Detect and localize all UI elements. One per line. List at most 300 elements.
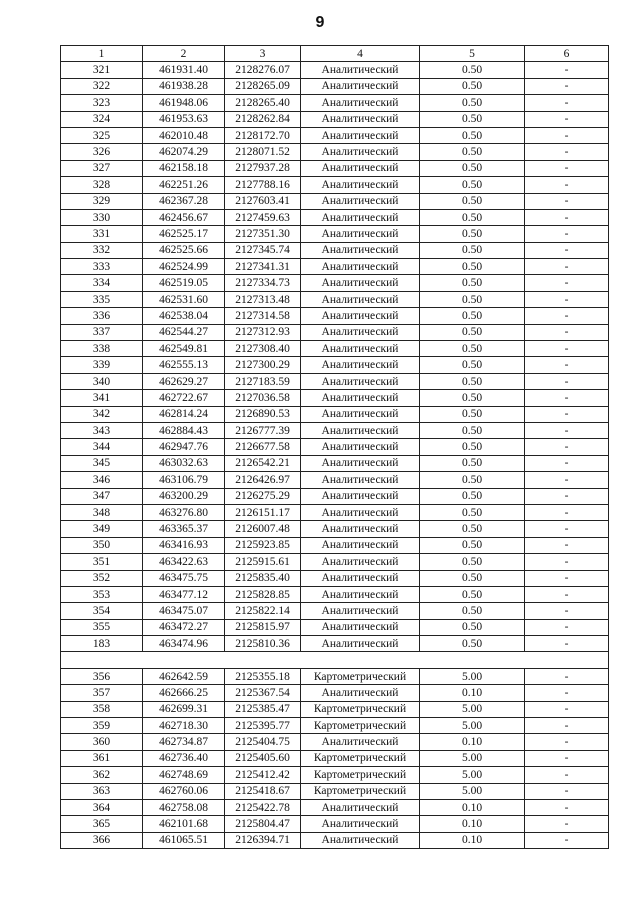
table-row: [61, 259, 609, 275]
table-cell: 462456.67: [143, 209, 225, 225]
table-row: [61, 275, 609, 291]
table-cell: 2125395.77: [225, 718, 301, 734]
table-cell: Аналитический: [301, 390, 420, 406]
table-cell: 0.50: [420, 177, 525, 193]
table-cell: 2127459.63: [225, 209, 301, 225]
table-cell: -: [525, 406, 609, 422]
table-cell: 0.50: [420, 455, 525, 471]
table-cell: 5.00: [420, 783, 525, 799]
table-cell: 2125355.18: [225, 668, 301, 684]
table-row: [61, 832, 609, 848]
table-cell: 2128265.09: [225, 78, 301, 94]
table-cell: 0.50: [420, 341, 525, 357]
table-cell: 361: [61, 750, 143, 766]
table-cell: 2125835.40: [225, 570, 301, 586]
table-cell: 0.50: [420, 226, 525, 242]
table-row: [61, 701, 609, 717]
table-cell: Аналитический: [301, 603, 420, 619]
table-cell: 2127341.31: [225, 259, 301, 275]
table-cell: 0.50: [420, 406, 525, 422]
table-cell: 342: [61, 406, 143, 422]
table-cell: 462718.30: [143, 718, 225, 734]
table-cell: Аналитический: [301, 209, 420, 225]
table-row: [61, 504, 609, 520]
table-header: [61, 46, 609, 62]
coordinates-table: [60, 45, 609, 849]
table-cell: 0.50: [420, 603, 525, 619]
table-cell: 2125405.60: [225, 750, 301, 766]
table-cell: Аналитический: [301, 259, 420, 275]
table-row: [61, 570, 609, 586]
table-cell: -: [525, 783, 609, 799]
table-cell: Аналитический: [301, 242, 420, 258]
table-row: [61, 652, 609, 668]
table-cell: -: [525, 718, 609, 734]
table-cell: -: [525, 554, 609, 570]
table-row: [61, 226, 609, 242]
table-row: [61, 537, 609, 553]
table-cell: -: [525, 62, 609, 78]
table-cell: -: [525, 127, 609, 143]
table-cell: 2125385.47: [225, 701, 301, 717]
table-cell: 2126426.97: [225, 472, 301, 488]
table-cell: 2125810.36: [225, 636, 301, 652]
table-cell: -: [525, 799, 609, 815]
table-cell: -: [525, 832, 609, 848]
header-row: [61, 46, 609, 62]
table-cell: Аналитический: [301, 357, 420, 373]
table-cell: -: [525, 455, 609, 471]
table-cell: -: [525, 160, 609, 176]
table-cell: 0.50: [420, 259, 525, 275]
table-cell: 359: [61, 718, 143, 734]
table-cell: 2126890.53: [225, 406, 301, 422]
table-cell: 461065.51: [143, 832, 225, 848]
table-row: [61, 291, 609, 307]
table-cell: 0.50: [420, 570, 525, 586]
table-cell: -: [525, 701, 609, 717]
table-cell: -: [525, 144, 609, 160]
table-cell: Аналитический: [301, 324, 420, 340]
table-cell: Аналитический: [301, 619, 420, 635]
table-cell: 331: [61, 226, 143, 242]
table-cell: 0.50: [420, 488, 525, 504]
table-cell: 463477.12: [143, 586, 225, 602]
table-cell: 462758.08: [143, 799, 225, 815]
table-cell: -: [525, 95, 609, 111]
table-cell: 463276.80: [143, 504, 225, 520]
table-cell: 328: [61, 177, 143, 193]
table-cell: -: [525, 177, 609, 193]
table-cell: 463422.63: [143, 554, 225, 570]
table-cell: 0.50: [420, 308, 525, 324]
table-cell: 2127351.30: [225, 226, 301, 242]
table-cell: Аналитический: [301, 62, 420, 78]
table-cell: -: [525, 78, 609, 94]
table-row: [61, 422, 609, 438]
table-cell: 0.50: [420, 62, 525, 78]
table-cell: 2128172.70: [225, 127, 301, 143]
table-cell: 462666.25: [143, 685, 225, 701]
table-cell: 462734.87: [143, 734, 225, 750]
table-cell: 0.50: [420, 95, 525, 111]
table-row: [61, 783, 609, 799]
table-cell: Аналитический: [301, 537, 420, 553]
table-cell: 336: [61, 308, 143, 324]
table-cell: -: [525, 226, 609, 242]
table-cell: Аналитический: [301, 226, 420, 242]
table-cell: -: [525, 816, 609, 832]
table-cell: 358: [61, 701, 143, 717]
table-cell: -: [525, 259, 609, 275]
table-cell: -: [525, 685, 609, 701]
table-cell: 354: [61, 603, 143, 619]
table-cell: Аналитический: [301, 111, 420, 127]
table-cell: 2125412.42: [225, 767, 301, 783]
table-cell: 2127334.73: [225, 275, 301, 291]
table-cell: 2127603.41: [225, 193, 301, 209]
table-cell: 351: [61, 554, 143, 570]
table-cell: 462251.26: [143, 177, 225, 193]
table-cell: 463416.93: [143, 537, 225, 553]
table-row: [61, 488, 609, 504]
table-cell: 0.50: [420, 619, 525, 635]
table-cell: Картометрический: [301, 783, 420, 799]
table-cell: Картометрический: [301, 718, 420, 734]
table-cell: 2127308.40: [225, 341, 301, 357]
table-row: [61, 357, 609, 373]
table-cell: 5.00: [420, 718, 525, 734]
table-cell: -: [525, 373, 609, 389]
table-cell: -: [525, 603, 609, 619]
table-cell: -: [525, 308, 609, 324]
table-row: [61, 718, 609, 734]
table-cell: 0.50: [420, 586, 525, 602]
table-cell: 461953.63: [143, 111, 225, 127]
table-cell: 338: [61, 341, 143, 357]
table-cell: [420, 652, 525, 668]
table-cell: 340: [61, 373, 143, 389]
table-row: [61, 160, 609, 176]
table-cell: 348: [61, 504, 143, 520]
table-cell: 463032.63: [143, 455, 225, 471]
table-cell: -: [525, 291, 609, 307]
table-cell: -: [525, 537, 609, 553]
table-cell: 2126275.29: [225, 488, 301, 504]
table-cell: 0.50: [420, 521, 525, 537]
table-cell: -: [525, 734, 609, 750]
table-row: [61, 554, 609, 570]
header-cell: 5: [420, 46, 525, 62]
table-row: [61, 439, 609, 455]
table-cell: 324: [61, 111, 143, 127]
table-cell: 0.50: [420, 242, 525, 258]
header-cell: 3: [225, 46, 301, 62]
table-cell: 462760.06: [143, 783, 225, 799]
table-cell: -: [525, 668, 609, 684]
table-row: [61, 816, 609, 832]
table-cell: -: [525, 193, 609, 209]
table-cell: 463365.37: [143, 521, 225, 537]
table-cell: 462884.43: [143, 422, 225, 438]
table-cell: 462699.31: [143, 701, 225, 717]
table-cell: 352: [61, 570, 143, 586]
table-cell: -: [525, 504, 609, 520]
table-row: [61, 324, 609, 340]
table-cell: Аналитический: [301, 127, 420, 143]
table-cell: 350: [61, 537, 143, 553]
table-row: [61, 603, 609, 619]
table-cell: Аналитический: [301, 439, 420, 455]
table-row: [61, 799, 609, 815]
table-cell: 325: [61, 127, 143, 143]
table-row: [61, 636, 609, 652]
table-cell: 341: [61, 390, 143, 406]
table-cell: -: [525, 570, 609, 586]
table-row: [61, 455, 609, 471]
table-cell: -: [525, 488, 609, 504]
table-cell: -: [525, 209, 609, 225]
table-cell: 2126542.21: [225, 455, 301, 471]
table-cell: -: [525, 767, 609, 783]
table-cell: 2125404.75: [225, 734, 301, 750]
table-cell: -: [525, 619, 609, 635]
table-cell: -: [525, 636, 609, 652]
table-cell: 330: [61, 209, 143, 225]
table-cell: 362: [61, 767, 143, 783]
table-cell: 2125815.97: [225, 619, 301, 635]
table-cell: 0.50: [420, 537, 525, 553]
table-cell: 0.50: [420, 390, 525, 406]
table-cell: 0.10: [420, 685, 525, 701]
table-row: [61, 767, 609, 783]
table-cell: 2127314.58: [225, 308, 301, 324]
table-cell: 2125915.61: [225, 554, 301, 570]
table-cell: 0.50: [420, 357, 525, 373]
table-cell: 346: [61, 472, 143, 488]
table-cell: 0.50: [420, 291, 525, 307]
table-cell: Аналитический: [301, 373, 420, 389]
table-cell: 2125418.67: [225, 783, 301, 799]
table-cell: 2127300.29: [225, 357, 301, 373]
table-cell: Аналитический: [301, 554, 420, 570]
table-cell: -: [525, 275, 609, 291]
table-cell: Аналитический: [301, 422, 420, 438]
table-cell: Аналитический: [301, 78, 420, 94]
table-row: [61, 177, 609, 193]
table-row: [61, 209, 609, 225]
header-cell: 4: [301, 46, 420, 62]
table-row: [61, 242, 609, 258]
table-cell: 462629.27: [143, 373, 225, 389]
table-cell: -: [525, 341, 609, 357]
table-cell: 462736.40: [143, 750, 225, 766]
table-cell: Аналитический: [301, 291, 420, 307]
table-cell: -: [525, 472, 609, 488]
table-cell: 462748.69: [143, 767, 225, 783]
table-cell: -: [525, 750, 609, 766]
table-cell: Аналитический: [301, 636, 420, 652]
table-cell: 463106.79: [143, 472, 225, 488]
table-cell: -: [525, 422, 609, 438]
table-row: [61, 734, 609, 750]
table-cell: 2127312.93: [225, 324, 301, 340]
header-cell: 2: [143, 46, 225, 62]
table-cell: 2128276.07: [225, 62, 301, 78]
table-cell: -: [525, 324, 609, 340]
table-cell: Аналитический: [301, 160, 420, 176]
table-row: [61, 62, 609, 78]
table-cell: 5.00: [420, 767, 525, 783]
table-cell: 329: [61, 193, 143, 209]
table-row: [61, 668, 609, 684]
table-cell: 0.50: [420, 209, 525, 225]
table-cell: 321: [61, 62, 143, 78]
table-cell: Картометрический: [301, 767, 420, 783]
table-cell: 463475.07: [143, 603, 225, 619]
table-cell: 462544.27: [143, 324, 225, 340]
table-cell: 2127036.58: [225, 390, 301, 406]
table-cell: 326: [61, 144, 143, 160]
table-cell: -: [525, 242, 609, 258]
table-cell: Картометрический: [301, 668, 420, 684]
table-cell: 2125804.47: [225, 816, 301, 832]
table-cell: 357: [61, 685, 143, 701]
table-cell: 462531.60: [143, 291, 225, 307]
table-cell: 0.50: [420, 472, 525, 488]
table-cell: Аналитический: [301, 570, 420, 586]
table-cell: 463475.75: [143, 570, 225, 586]
table-cell: [301, 652, 420, 668]
table-cell: 366: [61, 832, 143, 848]
table-cell: 0.50: [420, 160, 525, 176]
table-cell: 0.10: [420, 734, 525, 750]
table-cell: [143, 652, 225, 668]
page-number: 9: [315, 14, 325, 31]
table-cell: 0.10: [420, 799, 525, 815]
table-cell: 0.10: [420, 816, 525, 832]
table-cell: 0.50: [420, 275, 525, 291]
table-cell: Картометрический: [301, 750, 420, 766]
table-row: [61, 472, 609, 488]
table-cell: -: [525, 521, 609, 537]
table-cell: 337: [61, 324, 143, 340]
table-cell: 462722.67: [143, 390, 225, 406]
table-cell: 333: [61, 259, 143, 275]
table-cell: 339: [61, 357, 143, 373]
table-cell: 463474.96: [143, 636, 225, 652]
table-cell: 0.50: [420, 127, 525, 143]
table-cell: 353: [61, 586, 143, 602]
table-cell: Аналитический: [301, 734, 420, 750]
table-cell: 462642.59: [143, 668, 225, 684]
table-cell: 335: [61, 291, 143, 307]
table-cell: 462538.04: [143, 308, 225, 324]
table-cell: 0.50: [420, 554, 525, 570]
table-row: [61, 308, 609, 324]
table-cell: 322: [61, 78, 143, 94]
table-row: [61, 406, 609, 422]
header-cell: 6: [525, 46, 609, 62]
table-cell: 2125822.14: [225, 603, 301, 619]
table-cell: 363: [61, 783, 143, 799]
table-cell: 462010.48: [143, 127, 225, 143]
table-row: [61, 750, 609, 766]
table-cell: 461948.06: [143, 95, 225, 111]
table-cell: 334: [61, 275, 143, 291]
table-cell: 463472.27: [143, 619, 225, 635]
table-cell: 0.50: [420, 439, 525, 455]
table-row: [61, 193, 609, 209]
table-cell: Аналитический: [301, 144, 420, 160]
table-cell: 2125367.54: [225, 685, 301, 701]
table-cell: 0.50: [420, 636, 525, 652]
table-cell: 0.50: [420, 504, 525, 520]
table-cell: 0.50: [420, 373, 525, 389]
table-cell: Аналитический: [301, 193, 420, 209]
table-cell: 356: [61, 668, 143, 684]
header-cell: 1: [61, 46, 143, 62]
table-cell: 5.00: [420, 668, 525, 684]
table-cell: 0.50: [420, 111, 525, 127]
table-cell: 0.50: [420, 422, 525, 438]
table-cell: [61, 652, 143, 668]
table-cell: 462074.29: [143, 144, 225, 160]
table-cell: 355: [61, 619, 143, 635]
table-cell: 2126007.48: [225, 521, 301, 537]
table-cell: 343: [61, 422, 143, 438]
table-cell: 0.50: [420, 193, 525, 209]
table-cell: Аналитический: [301, 685, 420, 701]
table-cell: 2126394.71: [225, 832, 301, 848]
table-cell: Аналитический: [301, 275, 420, 291]
table-cell: 462524.99: [143, 259, 225, 275]
table-row: [61, 144, 609, 160]
table-row: [61, 373, 609, 389]
table-cell: 0.50: [420, 324, 525, 340]
table-cell: 345: [61, 455, 143, 471]
table-cell: 365: [61, 816, 143, 832]
table-cell: Аналитический: [301, 816, 420, 832]
table-cell: 462158.18: [143, 160, 225, 176]
table-row: [61, 685, 609, 701]
table-row: [61, 521, 609, 537]
table-row: [61, 586, 609, 602]
table-cell: 5.00: [420, 701, 525, 717]
table-cell: 2126151.17: [225, 504, 301, 520]
table-cell: [525, 652, 609, 668]
table-cell: 462525.17: [143, 226, 225, 242]
table-cell: Аналитический: [301, 521, 420, 537]
table-cell: -: [525, 439, 609, 455]
table-cell: 332: [61, 242, 143, 258]
table-cell: -: [525, 390, 609, 406]
table-cell: 2127937.28: [225, 160, 301, 176]
table-cell: 2125828.85: [225, 586, 301, 602]
table-cell: 462947.76: [143, 439, 225, 455]
table-cell: Аналитический: [301, 832, 420, 848]
table-cell: 463200.29: [143, 488, 225, 504]
table-cell: 2128262.84: [225, 111, 301, 127]
table-cell: Аналитический: [301, 406, 420, 422]
table-cell: 462814.24: [143, 406, 225, 422]
table-cell: 2125422.78: [225, 799, 301, 815]
table-cell: 462367.28: [143, 193, 225, 209]
table-cell: Аналитический: [301, 504, 420, 520]
table-cell: 360: [61, 734, 143, 750]
table-cell: 461938.28: [143, 78, 225, 94]
table-cell: 0.50: [420, 144, 525, 160]
